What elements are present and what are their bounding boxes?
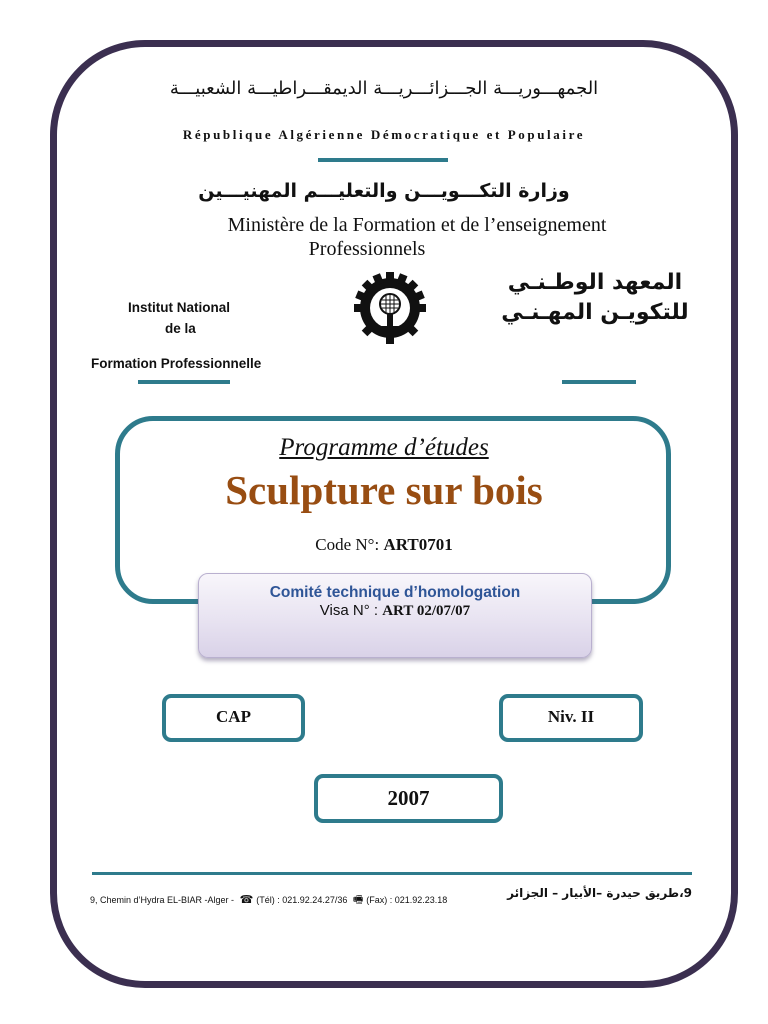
programme-subtitle: Programme d’études: [279, 434, 489, 461]
fax-icon: 🖷: [352, 894, 364, 906]
visa-label: Visa N° :: [319, 602, 383, 619]
diploma-badge: CAP: [162, 694, 305, 742]
header-divider: [318, 158, 448, 162]
code-label: Code N°:: [315, 535, 384, 554]
institute-left-divider: [138, 380, 230, 384]
institute-right-divider: [562, 380, 636, 384]
homologation-title: Comité technique d’homologation: [269, 584, 521, 601]
level-badge: Niv. II: [499, 694, 643, 742]
institute-french-line3: Formation Professionnelle: [91, 356, 262, 371]
year-badge: 2007: [314, 774, 503, 823]
institute-arabic-line1: المعهد الوطـنـي: [507, 270, 683, 295]
institute-french-line2: de la: [165, 321, 196, 336]
code-value: ART0701: [383, 535, 453, 554]
programme-code: [0, 535, 768, 555]
footer-arabic-address: 9،طريق حيدرة –الأبيار – الجزائر: [507, 886, 692, 900]
programme-title: Sculpture sur bois: [225, 467, 543, 513]
visa-value: ART 02/07/07: [382, 603, 471, 619]
french-ministry-title: [0, 213, 768, 261]
institute-french-line1: Institut National: [128, 300, 230, 315]
french-ministry-line2: Professionnels: [308, 238, 426, 260]
french-ministry-line1: Ministère de la Formation et de l’enseignement: [227, 214, 607, 236]
institute-arabic-line2: للتكويـن المهـنـي: [501, 300, 689, 325]
institute-arabic-name: [500, 268, 690, 328]
arabic-ministry-title: وزارة التكـــويـــن والتعليـــم المهنيـــين: [198, 180, 570, 202]
footer-phone: (Tél) : 021.92.24.27/36: [256, 895, 348, 905]
footer-fax: (Fax) : 021.92.23.18: [366, 895, 448, 905]
visa-line: [199, 602, 591, 620]
arabic-republic-title: الجمهـــوريـــة الجـــزائـــريـــة الديمقـــراطيـــة الشعبيـــة: [169, 78, 599, 99]
footer-divider: [92, 872, 692, 875]
footer-address: 9, Chemin d’Hydra EL-BIAR -Alger -: [90, 895, 235, 905]
footer-contact: [90, 891, 447, 910]
telephone-icon: ☎: [239, 894, 254, 906]
french-republic-title: République Algérienne Démocratique et Populaire: [182, 127, 586, 142]
homologation-box: [198, 573, 592, 658]
gear-emblem-icon: [352, 270, 428, 346]
